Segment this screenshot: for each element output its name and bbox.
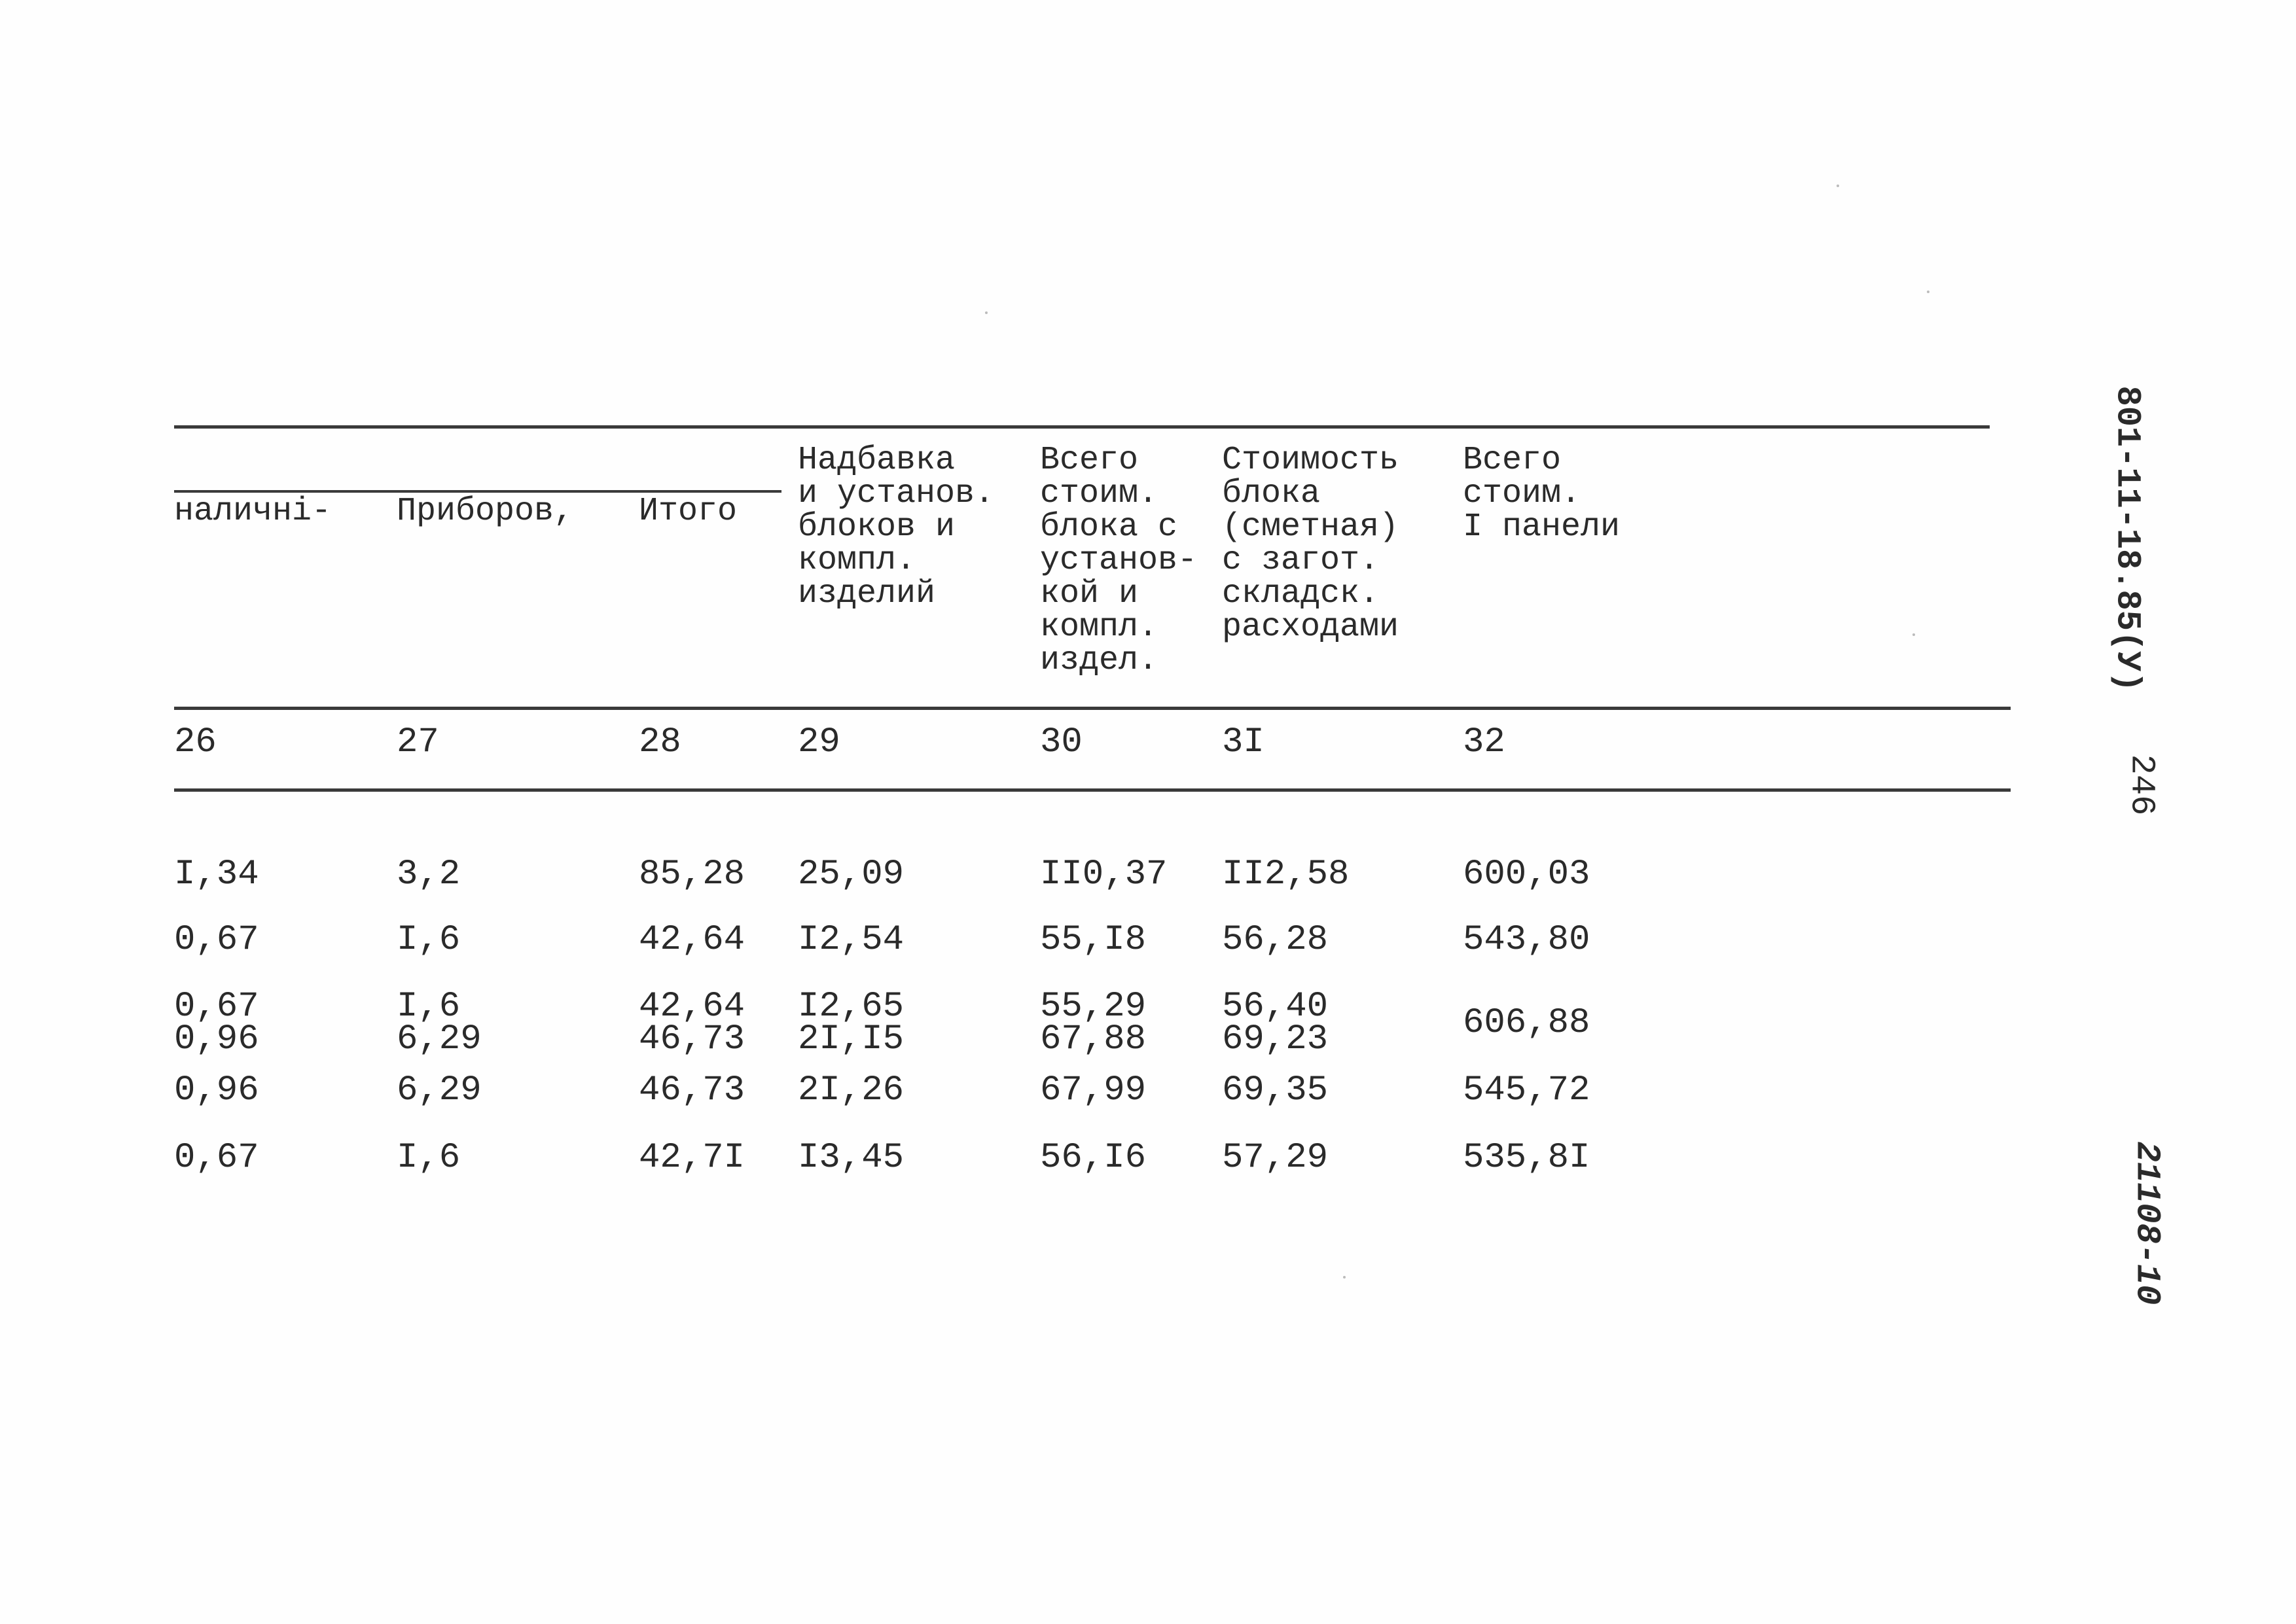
- table-cell: 56,40: [1222, 987, 1329, 1027]
- header-col29: Надбавка и установ. блоков и компл. изделий: [798, 442, 995, 612]
- table-cell: 56,I6: [1040, 1138, 1147, 1178]
- table-cell: 42,64: [639, 920, 745, 960]
- document-code: 801-11-18.85(У): [2108, 385, 2147, 692]
- scan-speck: [985, 311, 988, 314]
- table-cell: 46,73: [639, 1019, 745, 1059]
- colnum-27: 27: [397, 722, 439, 762]
- header-col27: Приборов,: [397, 493, 574, 530]
- table-cell: II0,37: [1040, 855, 1168, 894]
- table-cell: 6,29: [397, 1070, 482, 1110]
- colnum-29: 29: [798, 722, 840, 762]
- table-cell: 69,35: [1222, 1070, 1329, 1110]
- table-cell: 3,2: [397, 855, 461, 894]
- colnum-32: 32: [1463, 722, 1505, 762]
- table-cell: II2,58: [1222, 855, 1350, 894]
- numbers-bottom-rule: [174, 788, 2011, 792]
- table-cell: I,6: [397, 987, 461, 1027]
- table-cell: 42,7I: [639, 1138, 745, 1178]
- table-cell: 67,99: [1040, 1070, 1147, 1110]
- table-cell: I,6: [397, 1138, 461, 1178]
- header-col32: Всего стоим. I панели: [1463, 442, 1621, 546]
- table-cell: 6,29: [397, 1019, 482, 1059]
- table-cell: 545,72: [1463, 1070, 1590, 1110]
- page-number: 246: [2122, 754, 2161, 816]
- scan-speck: [1927, 291, 1929, 293]
- colnum-28: 28: [639, 722, 681, 762]
- table-cell: 67,88: [1040, 1019, 1147, 1059]
- table-cell: 56,28: [1222, 920, 1329, 960]
- header-col28: Итого: [639, 493, 738, 530]
- table-cell: 2I,26: [798, 1070, 905, 1110]
- header-col31: Стоимость блока (сметная) с загот. складск. расходами: [1222, 442, 1399, 646]
- scan-speck: [1912, 633, 1915, 636]
- table-cell: 0,67: [174, 920, 259, 960]
- table-cell: I3,45: [798, 1138, 905, 1178]
- header-col26: наличнi-: [174, 493, 332, 530]
- colnum-30: 30: [1040, 722, 1083, 762]
- table-cell: I,34: [174, 855, 259, 894]
- table-cell: 42,64: [639, 987, 745, 1027]
- table-cell: 55,I8: [1040, 920, 1147, 960]
- table-cell: 2I,I5: [798, 1019, 905, 1059]
- table-cell: 69,23: [1222, 1019, 1329, 1059]
- table-cell: I2,65: [798, 987, 905, 1027]
- scan-speck: [1343, 1276, 1346, 1279]
- table-cell: 535,8I: [1463, 1138, 1590, 1178]
- table-cell: 46,73: [639, 1070, 745, 1110]
- header-col30: Всего стоим. блока с установ- кой и компл. издел.: [1040, 442, 1198, 679]
- table-cell: 0,67: [174, 1138, 259, 1178]
- inventory-number: 21108-10: [2127, 1141, 2166, 1305]
- scan-speck: [1837, 185, 1839, 187]
- table-cell: 57,29: [1222, 1138, 1329, 1178]
- table-cell: I2,54: [798, 920, 905, 960]
- table-cell: 543,80: [1463, 920, 1590, 960]
- table-cell: 0,67: [174, 987, 259, 1027]
- table-cell: 606,88: [1463, 1003, 1590, 1043]
- top-rule: [174, 425, 1990, 429]
- colnum-26: 26: [174, 722, 217, 762]
- table-cell: 85,28: [639, 855, 745, 894]
- table-cell: 0,96: [174, 1070, 259, 1110]
- colnum-31: 3I: [1222, 722, 1265, 762]
- table-cell: 55,29: [1040, 987, 1147, 1027]
- table-cell: 0,96: [174, 1019, 259, 1059]
- table-cell: I,6: [397, 920, 461, 960]
- table-cell: 600,03: [1463, 855, 1590, 894]
- table-cell: 25,09: [798, 855, 905, 894]
- header-bottom-rule: [174, 707, 2011, 710]
